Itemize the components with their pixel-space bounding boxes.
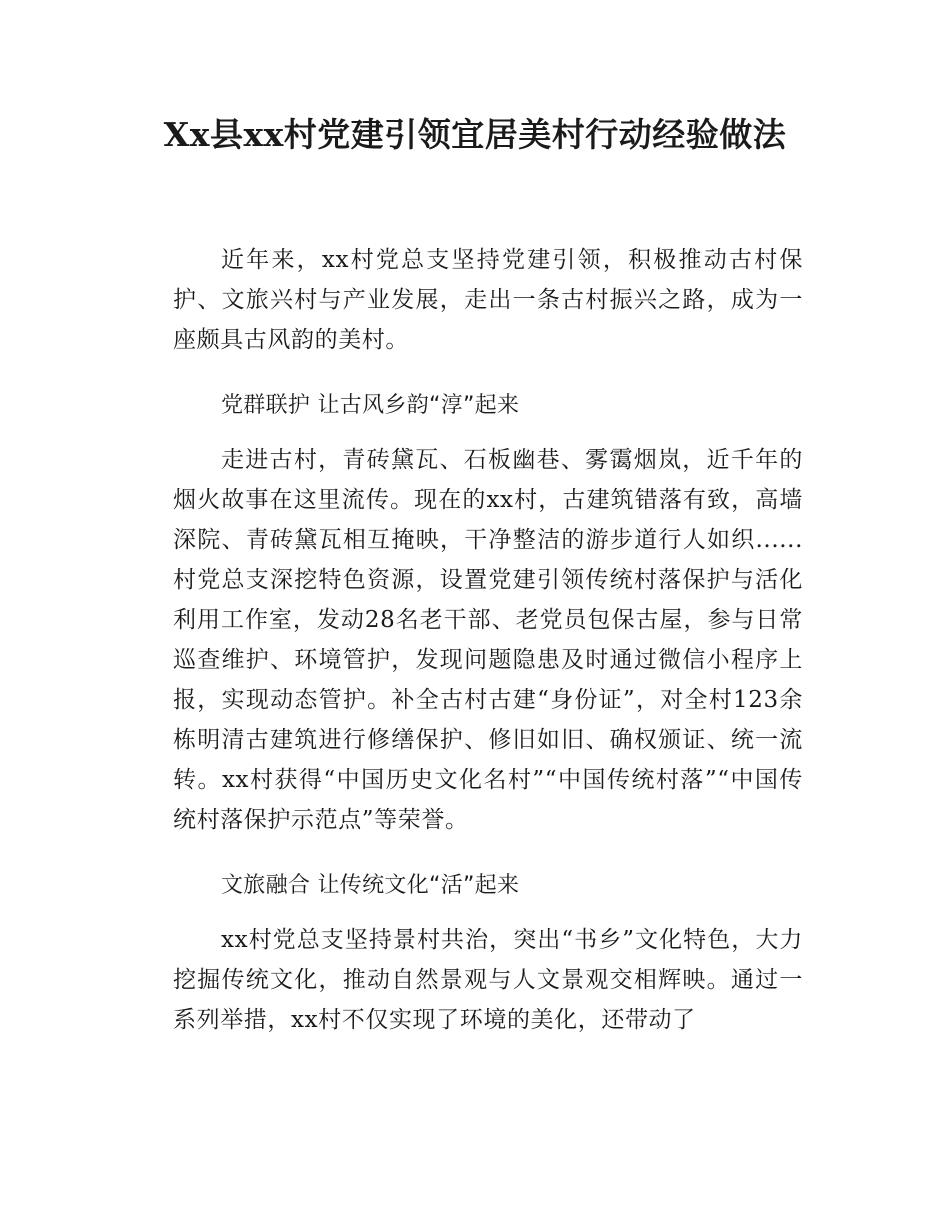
section-paragraph-party-mass: 走进古村，青砖黛瓦、石板幽巷、雾霭烟岚，近千年的烟火故事在这里流传。现在的xx村，古建筑错落有致，高墙深院、青砖黛瓦相互掩映，干净整洁的游步道行人如织......村党总支深挖特色资源，设置党建引领传统村落保护与活化利用工作室，发动28名老干部、老党员包保古屋，参与日常巡查维护、环境管护，发现问题隐患及时通过微信小程序上报，实现动态管护。补全古村古建“身份证”，对全村123余栋明清古建筑进行修缮保护、修旧如旧、确权颁证、统一流转。xx村获得“中国历史文化名村”“中国传统村落”“中国传统村落保护示范点”等荣誉。 [173,447,803,833]
section-paragraph-culture-tourism: xx村党总支坚持景村共治，突出“书乡”文化特色，大力挖掘传统文化，推动自然景观与人文景观交相辉映。通过一系列举措，xx村不仅实现了环境的美化，还带动了 [173,927,803,1033]
document-body [173,240,803,1040]
spacer [173,360,803,372]
document-title: Xx县xx村党建引领宜居美村行动经验做法 [163,115,787,154]
section-heading-culture-tourism: 文旅融合 让传统文化“活”起来 [221,873,520,898]
section-heading-party-mass: 党群联护 让古风乡韵“淳”起来 [221,393,520,418]
spacer [173,840,803,852]
intro-paragraph: 近年来，xx村党总支坚持党建引领，积极推动古村保护、文旅兴村与产业发展，走出一条古村振兴之路，成为一座颇具古风韵的美村。 [173,247,803,353]
